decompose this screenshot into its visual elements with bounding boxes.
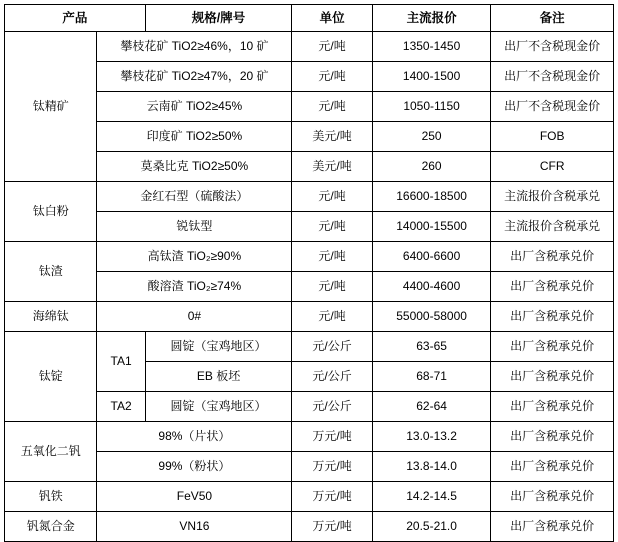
unit-cell: 万元/吨 [292, 422, 372, 452]
note-cell: 出厂含税承兑价 [491, 482, 614, 512]
spec-cell: 98%（片状） [97, 422, 292, 452]
spec-cell: EB 板坯 [145, 362, 292, 392]
note-cell: 出厂不含税现金价 [491, 62, 614, 92]
product-category-cell: 五氧化二钒 [5, 422, 97, 482]
unit-cell: 万元/吨 [292, 452, 372, 482]
price-cell: 6400-6600 [372, 242, 491, 272]
table-row [5, 422, 614, 452]
spec-cell: 高钛渣 TiO₂≥90% [97, 242, 292, 272]
note-cell: 出厂含税承兑价 [491, 332, 614, 362]
spec-cell: FeV50 [97, 482, 292, 512]
spec-cell: 锐钛型 [97, 212, 292, 242]
unit-cell: 元/吨 [292, 182, 372, 212]
header-unit: 单位 [292, 5, 372, 32]
unit-cell: 美元/吨 [292, 122, 372, 152]
note-cell: 出厂含税承兑价 [491, 362, 614, 392]
price-cell: 4400-4600 [372, 272, 491, 302]
product-category-cell: 海绵钛 [5, 302, 97, 332]
header-product: 产品 [5, 5, 146, 32]
header-note: 备注 [491, 5, 614, 32]
note-cell: 出厂含税承兑价 [491, 512, 614, 542]
note-cell: 出厂含税承兑价 [491, 422, 614, 452]
spec-cell: VN16 [97, 512, 292, 542]
price-cell: 14000-15500 [372, 212, 491, 242]
price-cell: 1350-1450 [372, 32, 491, 62]
price-cell: 62-64 [372, 392, 491, 422]
note-cell: 出厂含税承兑价 [491, 302, 614, 332]
product-category-cell: 钒铁 [5, 482, 97, 512]
note-cell: 出厂不含税现金价 [491, 32, 614, 62]
unit-cell: 元/吨 [292, 242, 372, 272]
price-cell: 260 [372, 152, 491, 182]
table-row [5, 242, 614, 272]
price-table [4, 4, 614, 542]
unit-cell: 元/吨 [292, 212, 372, 242]
unit-cell: 元/公斤 [292, 362, 372, 392]
table-row [5, 512, 614, 542]
unit-cell: 元/吨 [292, 92, 372, 122]
table-row [5, 482, 614, 512]
note-cell: 主流报价含税承兑 [491, 212, 614, 242]
unit-cell: 元/吨 [292, 62, 372, 92]
spec-cell: 圆锭（宝鸡地区） [145, 392, 292, 422]
unit-cell: 元/吨 [292, 302, 372, 332]
spec-cell: 99%（粉状） [97, 452, 292, 482]
product-grade-cell: TA2 [97, 392, 145, 422]
header-price: 主流报价 [372, 5, 491, 32]
note-cell: CFR [491, 152, 614, 182]
note-cell: 出厂含税承兑价 [491, 272, 614, 302]
table-row [5, 182, 614, 212]
price-cell: 1050-1150 [372, 92, 491, 122]
header-spec: 规格/牌号 [145, 5, 292, 32]
price-cell: 250 [372, 122, 491, 152]
table-row [5, 302, 614, 332]
price-cell: 14.2-14.5 [372, 482, 491, 512]
note-cell: FOB [491, 122, 614, 152]
note-cell: 出厂含税承兑价 [491, 392, 614, 422]
price-cell: 68-71 [372, 362, 491, 392]
price-cell: 20.5-21.0 [372, 512, 491, 542]
price-cell: 13.0-13.2 [372, 422, 491, 452]
spec-cell: 莫桑比克 TiO2≥50% [97, 152, 292, 182]
price-cell: 55000-58000 [372, 302, 491, 332]
unit-cell: 万元/吨 [292, 512, 372, 542]
spec-cell: 印度矿 TiO2≥50% [97, 122, 292, 152]
table-header [5, 5, 614, 32]
product-category-cell: 钛锭 [5, 332, 97, 422]
product-category-cell: 钛渣 [5, 242, 97, 302]
price-cell: 63-65 [372, 332, 491, 362]
product-grade-cell: TA1 [97, 332, 145, 392]
spec-cell: 0# [97, 302, 292, 332]
spec-cell: 金红石型（硫酸法） [97, 182, 292, 212]
spec-cell: 云南矿 TiO2≥45% [97, 92, 292, 122]
price-cell: 16600-18500 [372, 182, 491, 212]
unit-cell: 万元/吨 [292, 482, 372, 512]
table-body [5, 32, 614, 542]
note-cell: 出厂含税承兑价 [491, 452, 614, 482]
unit-cell: 元/公斤 [292, 392, 372, 422]
note-cell: 出厂含税承兑价 [491, 242, 614, 272]
product-category-cell: 钛白粉 [5, 182, 97, 242]
table-header-row [5, 5, 614, 32]
note-cell: 出厂不含税现金价 [491, 92, 614, 122]
unit-cell: 元/吨 [292, 32, 372, 62]
product-category-cell: 钒氮合金 [5, 512, 97, 542]
spec-cell: 圆锭（宝鸡地区） [145, 332, 292, 362]
table-row [5, 32, 614, 62]
unit-cell: 元/公斤 [292, 332, 372, 362]
price-cell: 13.8-14.0 [372, 452, 491, 482]
spec-cell: 攀枝花矿 TiO2≥47%，20 矿 [97, 62, 292, 92]
spec-cell: 酸溶渣 TiO₂≥74% [97, 272, 292, 302]
note-cell: 主流报价含税承兑 [491, 182, 614, 212]
spec-cell: 攀枝花矿 TiO2≥46%，10 矿 [97, 32, 292, 62]
table-row [5, 332, 614, 362]
product-category-cell: 钛精矿 [5, 32, 97, 182]
unit-cell: 元/吨 [292, 272, 372, 302]
price-cell: 1400-1500 [372, 62, 491, 92]
unit-cell: 美元/吨 [292, 152, 372, 182]
